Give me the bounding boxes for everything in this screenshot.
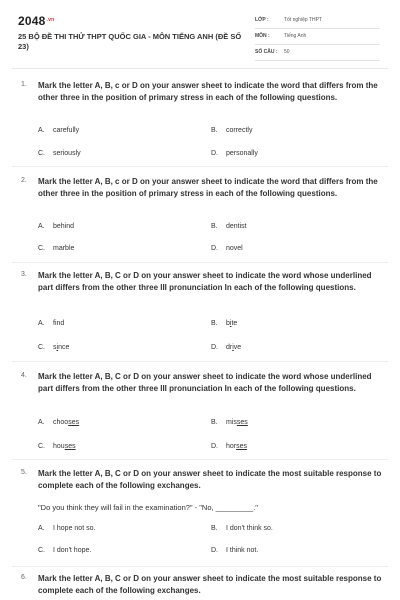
logo-text: 2048 xyxy=(18,14,46,28)
option-b[interactable]: B. I don't think so. xyxy=(211,525,273,532)
question-number: 3. xyxy=(21,271,27,278)
question-number: 4. xyxy=(21,372,27,379)
question-number: 5. xyxy=(21,469,27,476)
question-separator xyxy=(12,361,388,362)
option-a[interactable]: A. I hope not so. xyxy=(38,525,96,532)
option-b[interactable]: B. dentist xyxy=(211,223,247,230)
option-c[interactable]: C. seriously xyxy=(38,150,81,157)
exam-header xyxy=(0,0,400,66)
question-separator xyxy=(12,166,388,167)
option-b[interactable]: B. misses xyxy=(211,419,248,426)
question-text: Mark the letter A, B, c or D on your answer sheet to indicate the word that differs from the other three in the position of primary stress in each of the following questions. xyxy=(38,177,378,198)
question-prompt: "Do you think they will fail in the examination?" - "No, _________." xyxy=(38,503,258,512)
question-count-value: 50 xyxy=(284,49,290,55)
option-d[interactable]: D. horses xyxy=(211,443,248,450)
class-value: Tốt nghiệp THPT xyxy=(284,17,322,23)
question-separator xyxy=(12,566,388,567)
option-c[interactable]: C. houses xyxy=(38,443,76,450)
question-separator xyxy=(12,262,388,263)
class-field xyxy=(255,14,380,29)
option-a[interactable]: A. carefully xyxy=(38,127,80,134)
option-d[interactable]: D. drive xyxy=(211,344,242,351)
option-c[interactable]: C. marble xyxy=(38,245,75,252)
option-a[interactable]: A. chooses xyxy=(38,419,80,426)
exam-title: 25 BỘ ĐỀ THI THỬ THPT QUỐC GIA - MÔN TIẾNG ANH (ĐỀ SỐ 23) xyxy=(18,32,242,51)
option-d[interactable]: D. I think not. xyxy=(211,547,259,554)
subject-label: MÔN : xyxy=(255,33,270,39)
question-count-label: SỐ CÂU : xyxy=(255,49,278,55)
question-text: Mark the letter A, B, C or D on your answer sheet to indicate the word whose underlined part differs from the other three III pronunciation In each of the following questions. xyxy=(38,271,372,292)
question-number: 6. xyxy=(21,574,27,581)
question-number: 1. xyxy=(21,81,27,88)
option-c[interactable]: C. since xyxy=(38,344,70,351)
header-divider xyxy=(12,68,388,69)
option-c[interactable]: C. I don't hope. xyxy=(38,547,92,554)
option-d[interactable]: D. novel xyxy=(211,245,243,252)
option-b[interactable]: B. correctly xyxy=(211,127,253,134)
option-a[interactable]: A. behind xyxy=(38,223,75,230)
option-b[interactable]: B. bite xyxy=(211,320,238,327)
subject-field xyxy=(255,30,380,45)
question-separator xyxy=(12,459,388,460)
question-number: 2. xyxy=(21,177,27,184)
question-text: Mark the letter A, B, C or D on your answer sheet to indicate the word whose underlined part differs from the other three III pronunciation In each of the following questions. xyxy=(38,372,372,393)
question-count-field xyxy=(255,46,380,61)
site-logo[interactable] xyxy=(18,14,54,28)
option-d[interactable]: D. personally xyxy=(211,150,258,157)
subject-value: Tiếng Anh xyxy=(284,33,307,39)
question-text: Mark the letter A, B, C or D on your answer sheet to indicate the most suitable response to complete each of the following exchanges. xyxy=(38,574,382,595)
question-text: Mark the letter A, B, C or D on your answer sheet to indicate the most suitable response to complete each of the following exchanges. xyxy=(38,469,382,490)
class-label: LỚP : xyxy=(255,17,269,23)
option-a[interactable]: A. find xyxy=(38,320,65,327)
question-text: Mark the letter A, B, c or D on your answer sheet to indicate the word that differs from the other three in the position of primary stress in each of the following questions. xyxy=(38,81,378,102)
logo-suffix: .vn xyxy=(46,17,55,23)
